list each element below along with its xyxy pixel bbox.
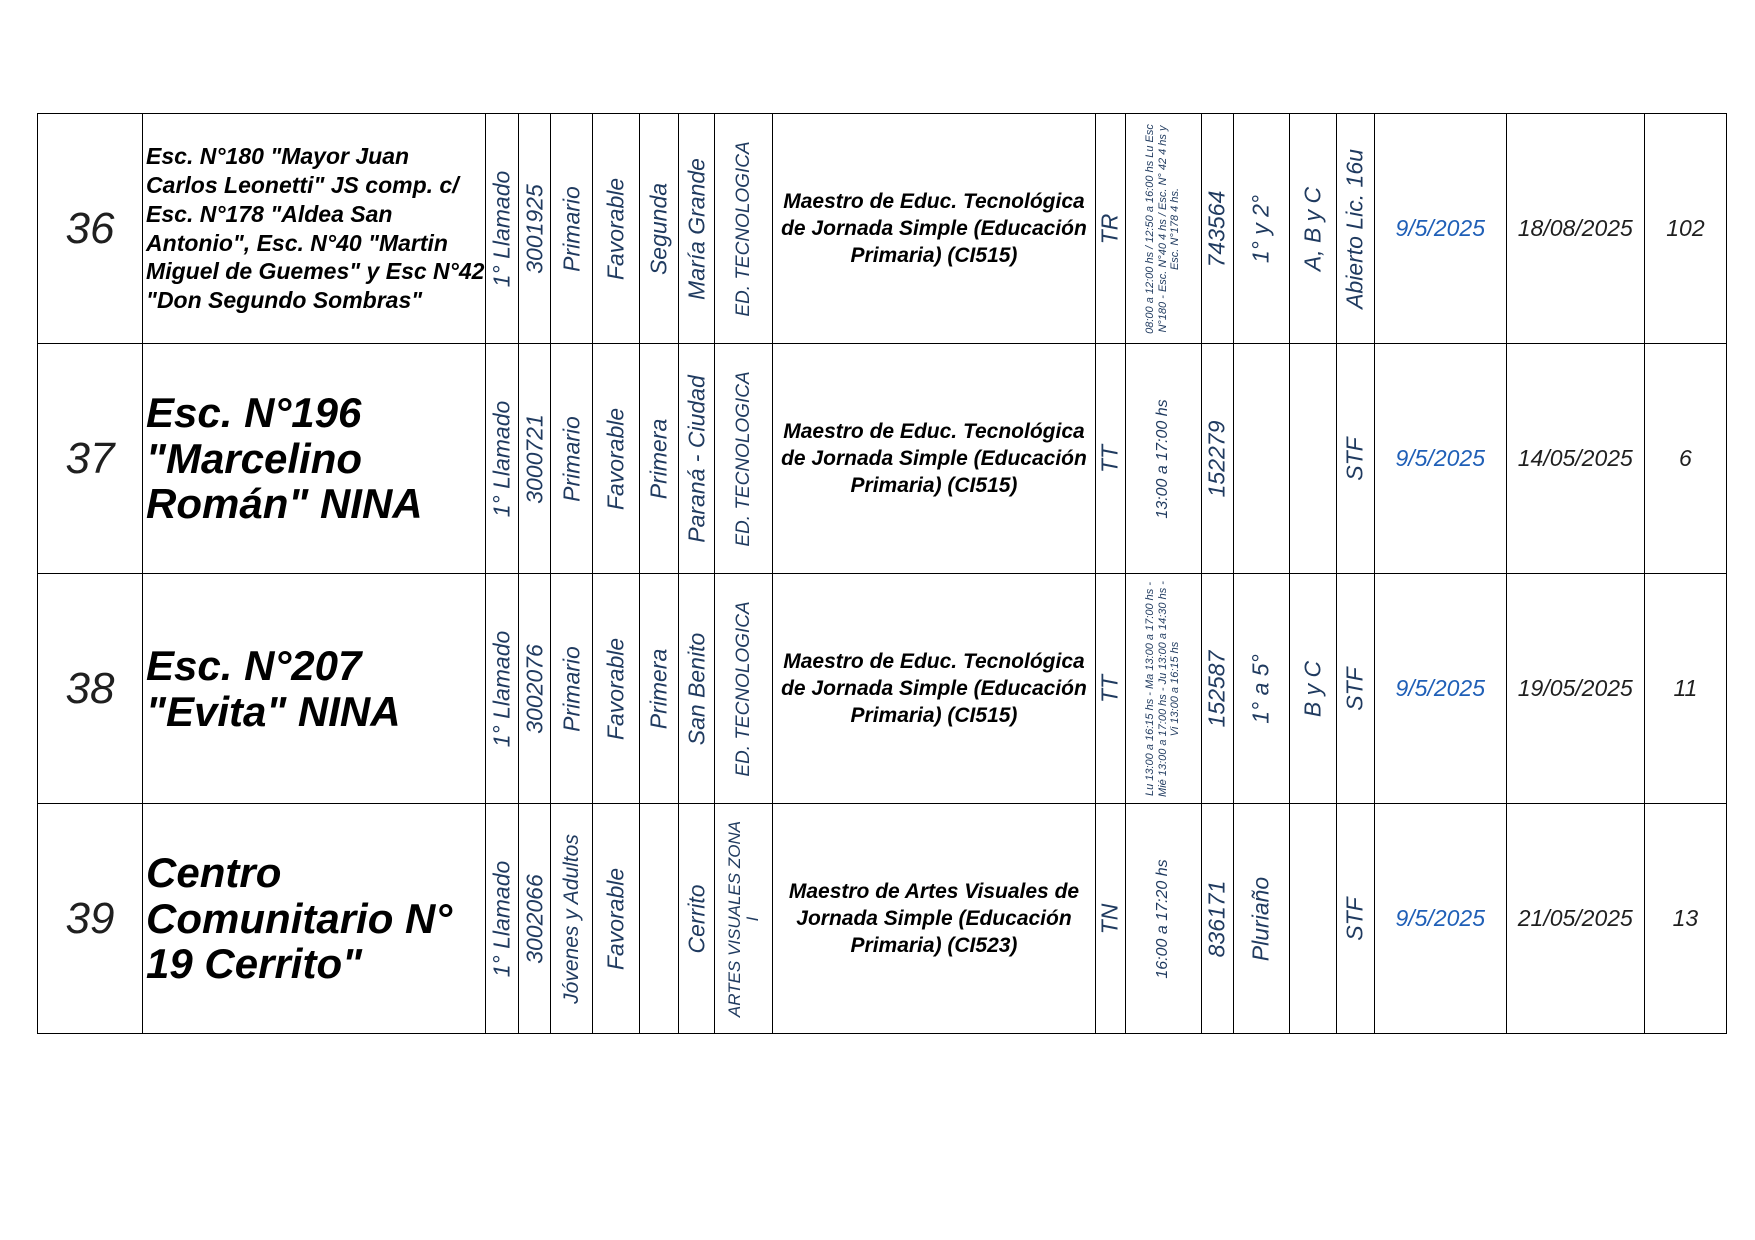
horario-cell xyxy=(1125,574,1201,804)
zone: Favorable xyxy=(602,637,629,740)
horario-cell xyxy=(1125,114,1201,344)
nivel-cell xyxy=(551,344,593,574)
codigo-cell xyxy=(519,344,551,574)
grados-cell xyxy=(1233,344,1289,574)
school-code: 3002076 xyxy=(521,643,548,734)
total: 102 xyxy=(1644,114,1726,344)
publication-date: 9/5/2025 xyxy=(1374,114,1506,344)
zone: Favorable xyxy=(602,177,629,280)
llamado-cell xyxy=(486,114,519,344)
schedule: 13:00 a 17:00 hs xyxy=(1154,398,1172,519)
date: 18/08/2025 xyxy=(1506,114,1644,344)
position-id: 743564 xyxy=(1203,190,1230,267)
sections: A, B y C xyxy=(1299,186,1326,271)
id-cell xyxy=(1201,804,1233,1034)
row-number: 38 xyxy=(38,574,143,804)
turno-cell xyxy=(1095,114,1125,344)
vacancies-table xyxy=(37,113,1727,1034)
localidad-cell xyxy=(679,344,715,574)
area: ED. TECNOLOGICA xyxy=(732,370,754,547)
shift: TN xyxy=(1096,903,1123,934)
total: 6 xyxy=(1644,344,1726,574)
position-id: 152279 xyxy=(1203,420,1230,497)
school-name: Centro Comunitario N° 19 Cerrito" xyxy=(143,804,486,1034)
secciones-cell xyxy=(1289,804,1336,1034)
area: ED. TECNOLOGICA xyxy=(732,600,754,777)
localidad-cell xyxy=(679,804,715,1034)
secciones-cell xyxy=(1289,114,1336,344)
codigo-cell xyxy=(519,114,551,344)
nivel-cell xyxy=(551,804,593,1034)
grados-cell xyxy=(1233,114,1289,344)
schedule: 08:00 a 12:00 hs / 12:50 a 16:00 hs Lu Esc N°180 - Esc. N°40 4 hs / Esc. N° 42 4 hs y Esc. N°178 4 hs. xyxy=(1144,123,1182,334)
llamado: 1° Llamado xyxy=(488,630,515,747)
area: ED. TECNOLOGICA xyxy=(732,140,754,317)
turno-cell xyxy=(1095,574,1125,804)
schedule: 16:00 a 17:20 hs xyxy=(1154,858,1172,979)
table-row xyxy=(38,344,1727,574)
zone: Favorable xyxy=(602,867,629,970)
secciones-cell xyxy=(1289,574,1336,804)
categoria-cell xyxy=(640,344,679,574)
categoria-cell xyxy=(640,114,679,344)
nivel-cell xyxy=(551,574,593,804)
date: 14/05/2025 xyxy=(1506,344,1644,574)
level: Jóvenes y Adultos xyxy=(559,833,583,1004)
situacion-cell xyxy=(1336,574,1374,804)
area-cell xyxy=(715,344,773,574)
id-cell xyxy=(1201,574,1233,804)
situacion-cell xyxy=(1336,344,1374,574)
table-row xyxy=(38,804,1727,1034)
shift: TR xyxy=(1096,213,1123,244)
position-title: Maestro de Educ. Tecnológica de Jornada Simple (Educación Primaria) (CI515) xyxy=(773,114,1095,344)
position-title: Maestro de Educ. Tecnológica de Jornada Simple (Educación Primaria) (CI515) xyxy=(773,344,1095,574)
llamado-cell xyxy=(486,344,519,574)
turno-cell xyxy=(1095,344,1125,574)
zona-cell xyxy=(593,114,640,344)
area-cell xyxy=(715,804,773,1034)
area-cell xyxy=(715,114,773,344)
schedule: Lu 13:00 a 16:15 hs - Ma 13:00 a 17:00 hs - Mié 13:00 a 17:00 hs - Ju 13:00 a 14:30 hs - Vi 13:00 a 16:15 hs xyxy=(1144,580,1182,797)
category: Primera xyxy=(645,418,672,499)
total: 11 xyxy=(1644,574,1726,804)
level: Primario xyxy=(558,415,585,502)
row-number: 37 xyxy=(38,344,143,574)
nivel-cell xyxy=(551,114,593,344)
position-title: Maestro de Artes Visuales de Jornada Simple (Educación Primaria) (CI523) xyxy=(773,804,1095,1034)
categoria-cell xyxy=(640,804,679,1034)
localidad-cell xyxy=(679,114,715,344)
situacion-cell xyxy=(1336,804,1374,1034)
llamado: 1° Llamado xyxy=(488,400,515,517)
status: STF xyxy=(1341,896,1368,941)
sections: B y C xyxy=(1299,660,1326,717)
grades: 1° a 5° xyxy=(1247,653,1274,724)
status: STF xyxy=(1341,666,1368,711)
date: 21/05/2025 xyxy=(1506,804,1644,1034)
grados-cell xyxy=(1233,804,1289,1034)
llamado-cell xyxy=(486,574,519,804)
school-code: 3001925 xyxy=(521,183,548,274)
publication-date: 9/5/2025 xyxy=(1374,804,1506,1034)
zone: Favorable xyxy=(602,407,629,510)
school-code: 3000721 xyxy=(521,413,548,504)
total: 13 xyxy=(1644,804,1726,1034)
table-row xyxy=(38,574,1727,804)
school-code: 3002066 xyxy=(521,873,548,964)
status: Abierto Lic. 16u xyxy=(1341,148,1368,309)
position-id: 152587 xyxy=(1203,650,1230,727)
secciones-cell xyxy=(1289,344,1336,574)
status: STF xyxy=(1341,436,1368,481)
llamado-cell xyxy=(486,804,519,1034)
school-name: Esc. N°196 "Marcelino Román" NINA xyxy=(143,344,486,574)
school-name: Esc. N°180 "Mayor Juan Carlos Leonetti" JS comp. c/ Esc. N°178 "Aldea San Antonio", Esc. N°40 "Martin Miguel de Guemes" y Esc N°42 "Don Segundo Sombras" xyxy=(143,114,486,344)
level: Primario xyxy=(558,185,585,272)
category: Segunda xyxy=(645,182,672,275)
zona-cell xyxy=(593,804,640,1034)
locality: María Grande xyxy=(683,157,710,300)
shift: TT xyxy=(1096,674,1123,703)
position-id: 836171 xyxy=(1203,880,1230,957)
zona-cell xyxy=(593,344,640,574)
situacion-cell xyxy=(1336,114,1374,344)
zona-cell xyxy=(593,574,640,804)
locality: Paraná - Ciudad xyxy=(683,374,710,543)
area: ARTES VISUALES ZONA I xyxy=(725,820,762,1017)
horario-cell xyxy=(1125,804,1201,1034)
level: Primario xyxy=(558,645,585,732)
shift: TT xyxy=(1096,444,1123,473)
locality: Cerrito xyxy=(683,883,710,954)
grades: 1° y 2° xyxy=(1247,194,1274,263)
date: 19/05/2025 xyxy=(1506,574,1644,804)
localidad-cell xyxy=(679,574,715,804)
llamado: 1° Llamado xyxy=(488,170,515,287)
codigo-cell xyxy=(519,574,551,804)
category: Primera xyxy=(645,648,672,729)
area-cell xyxy=(715,574,773,804)
grados-cell xyxy=(1233,574,1289,804)
id-cell xyxy=(1201,344,1233,574)
locality: San Benito xyxy=(683,632,710,745)
horario-cell xyxy=(1125,344,1201,574)
row-number: 39 xyxy=(38,804,143,1034)
school-name: Esc. N°207 "Evita" NINA xyxy=(143,574,486,804)
position-title: Maestro de Educ. Tecnológica de Jornada Simple (Educación Primaria) (CI515) xyxy=(773,574,1095,804)
id-cell xyxy=(1201,114,1233,344)
grades: Pluriaño xyxy=(1247,876,1274,961)
row-number: 36 xyxy=(38,114,143,344)
turno-cell xyxy=(1095,804,1125,1034)
codigo-cell xyxy=(519,804,551,1034)
publication-date: 9/5/2025 xyxy=(1374,344,1506,574)
table-row xyxy=(38,114,1727,344)
llamado: 1° Llamado xyxy=(488,860,515,977)
categoria-cell xyxy=(640,574,679,804)
publication-date: 9/5/2025 xyxy=(1374,574,1506,804)
